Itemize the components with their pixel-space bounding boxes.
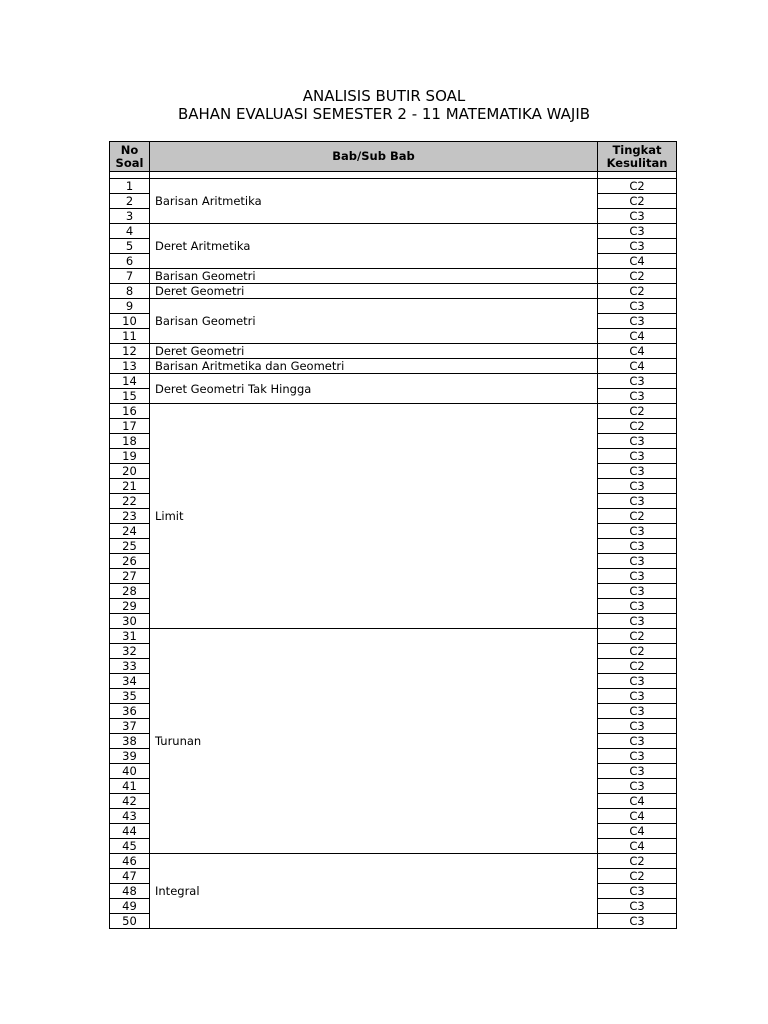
bab-sub-bab-cell: Deret Aritmetika — [150, 224, 598, 269]
difficulty-level: C3 — [598, 389, 677, 404]
bab-sub-bab-cell: Limit — [150, 404, 598, 629]
difficulty-level: C2 — [598, 644, 677, 659]
difficulty-level: C3 — [598, 494, 677, 509]
question-number: 27 — [110, 569, 150, 584]
table-body — [110, 179, 677, 929]
difficulty-level: C2 — [598, 284, 677, 299]
question-number: 39 — [110, 749, 150, 764]
table-row — [110, 179, 677, 194]
question-number: 42 — [110, 794, 150, 809]
difficulty-level: C2 — [598, 869, 677, 884]
table-row — [110, 284, 677, 299]
question-number: 12 — [110, 344, 150, 359]
difficulty-level: C3 — [598, 299, 677, 314]
question-number: 29 — [110, 599, 150, 614]
bab-sub-bab-cell: Barisan Geometri — [150, 299, 598, 344]
table-row — [110, 359, 677, 374]
question-number: 37 — [110, 719, 150, 734]
difficulty-level: C2 — [598, 659, 677, 674]
difficulty-level: C3 — [598, 884, 677, 899]
header-bab-sub-bab: Bab/Sub Bab — [150, 142, 598, 172]
difficulty-level: C3 — [598, 539, 677, 554]
header-tingkat-kesulitan: Tingkat Kesulitan — [598, 142, 677, 172]
question-number: 48 — [110, 884, 150, 899]
table-row — [110, 299, 677, 314]
question-number: 21 — [110, 479, 150, 494]
table-row — [110, 629, 677, 644]
table-row — [110, 404, 677, 419]
question-number: 13 — [110, 359, 150, 374]
question-number: 36 — [110, 704, 150, 719]
bab-sub-bab-cell: Deret Geometri Tak Hingga — [150, 374, 598, 404]
question-number: 25 — [110, 539, 150, 554]
analysis-table — [109, 141, 677, 929]
question-number: 18 — [110, 434, 150, 449]
difficulty-level: C2 — [598, 269, 677, 284]
question-number: 31 — [110, 629, 150, 644]
difficulty-level: C2 — [598, 629, 677, 644]
question-number: 22 — [110, 494, 150, 509]
question-number: 1 — [110, 179, 150, 194]
table-row — [110, 854, 677, 869]
difficulty-level: C2 — [598, 194, 677, 209]
question-number: 40 — [110, 764, 150, 779]
bab-sub-bab-cell: Deret Geometri — [150, 284, 598, 299]
difficulty-level: C3 — [598, 779, 677, 794]
question-number: 10 — [110, 314, 150, 329]
question-number: 7 — [110, 269, 150, 284]
difficulty-level: C3 — [598, 524, 677, 539]
difficulty-level: C3 — [598, 689, 677, 704]
difficulty-level: C3 — [598, 719, 677, 734]
table-row — [110, 344, 677, 359]
difficulty-level: C4 — [598, 794, 677, 809]
difficulty-level: C2 — [598, 509, 677, 524]
difficulty-level: C2 — [598, 179, 677, 194]
question-number: 47 — [110, 869, 150, 884]
question-number: 34 — [110, 674, 150, 689]
table-row — [110, 374, 677, 389]
difficulty-level: C3 — [598, 554, 677, 569]
difficulty-level: C3 — [598, 569, 677, 584]
question-number: 15 — [110, 389, 150, 404]
question-number: 49 — [110, 899, 150, 914]
difficulty-level: C4 — [598, 824, 677, 839]
header-no-soal: No Soal — [110, 142, 150, 172]
question-number: 35 — [110, 689, 150, 704]
question-number: 6 — [110, 254, 150, 269]
difficulty-level: C3 — [598, 674, 677, 689]
question-number: 23 — [110, 509, 150, 524]
difficulty-level: C3 — [598, 614, 677, 629]
question-number: 50 — [110, 914, 150, 929]
difficulty-level: C3 — [598, 434, 677, 449]
difficulty-level: C3 — [598, 464, 677, 479]
document-subtitle: BAHAN EVALUASI SEMESTER 2 - 11 MATEMATIKA WAJIB — [177, 105, 591, 123]
question-number: 30 — [110, 614, 150, 629]
difficulty-level: C3 — [598, 914, 677, 929]
question-number: 3 — [110, 209, 150, 224]
difficulty-level: C2 — [598, 419, 677, 434]
difficulty-level: C3 — [598, 374, 677, 389]
question-number: 45 — [110, 839, 150, 854]
question-number: 38 — [110, 734, 150, 749]
difficulty-level: C4 — [598, 359, 677, 374]
question-number: 4 — [110, 224, 150, 239]
difficulty-level: C3 — [598, 599, 677, 614]
question-number: 14 — [110, 374, 150, 389]
question-number: 32 — [110, 644, 150, 659]
question-number: 41 — [110, 779, 150, 794]
question-number: 16 — [110, 404, 150, 419]
difficulty-level: C4 — [598, 344, 677, 359]
question-number: 33 — [110, 659, 150, 674]
difficulty-level: C2 — [598, 404, 677, 419]
question-number: 20 — [110, 464, 150, 479]
question-number: 24 — [110, 524, 150, 539]
difficulty-level: C3 — [598, 749, 677, 764]
difficulty-level: C3 — [598, 899, 677, 914]
question-number: 44 — [110, 824, 150, 839]
difficulty-level: C3 — [598, 479, 677, 494]
difficulty-level: C3 — [598, 704, 677, 719]
difficulty-level: C3 — [598, 764, 677, 779]
question-number: 26 — [110, 554, 150, 569]
difficulty-level: C4 — [598, 254, 677, 269]
difficulty-level: C3 — [598, 449, 677, 464]
difficulty-level: C3 — [598, 224, 677, 239]
difficulty-level: C3 — [598, 584, 677, 599]
bab-sub-bab-cell: Integral — [150, 854, 598, 929]
header-spacer-row — [110, 172, 677, 179]
question-number: 28 — [110, 584, 150, 599]
question-number: 17 — [110, 419, 150, 434]
question-number: 11 — [110, 329, 150, 344]
difficulty-level: C4 — [598, 809, 677, 824]
table-header-row — [110, 142, 677, 172]
question-number: 8 — [110, 284, 150, 299]
difficulty-level: C3 — [598, 239, 677, 254]
table-row — [110, 224, 677, 239]
bab-sub-bab-cell: Barisan Aritmetika — [150, 179, 598, 224]
difficulty-level: C4 — [598, 839, 677, 854]
question-number: 2 — [110, 194, 150, 209]
question-number: 46 — [110, 854, 150, 869]
document-title: ANALISIS BUTIR SOAL — [302, 87, 466, 105]
difficulty-level: C3 — [598, 314, 677, 329]
bab-sub-bab-cell: Barisan Geometri — [150, 269, 598, 284]
difficulty-level: C3 — [598, 734, 677, 749]
difficulty-level: C4 — [598, 329, 677, 344]
question-number: 19 — [110, 449, 150, 464]
difficulty-level: C2 — [598, 854, 677, 869]
bab-sub-bab-cell: Turunan — [150, 629, 598, 854]
bab-sub-bab-cell: Deret Geometri — [150, 344, 598, 359]
difficulty-level: C3 — [598, 209, 677, 224]
table-row — [110, 269, 677, 284]
question-number: 5 — [110, 239, 150, 254]
bab-sub-bab-cell: Barisan Aritmetika dan Geometri — [150, 359, 598, 374]
question-number: 9 — [110, 299, 150, 314]
question-number: 43 — [110, 809, 150, 824]
